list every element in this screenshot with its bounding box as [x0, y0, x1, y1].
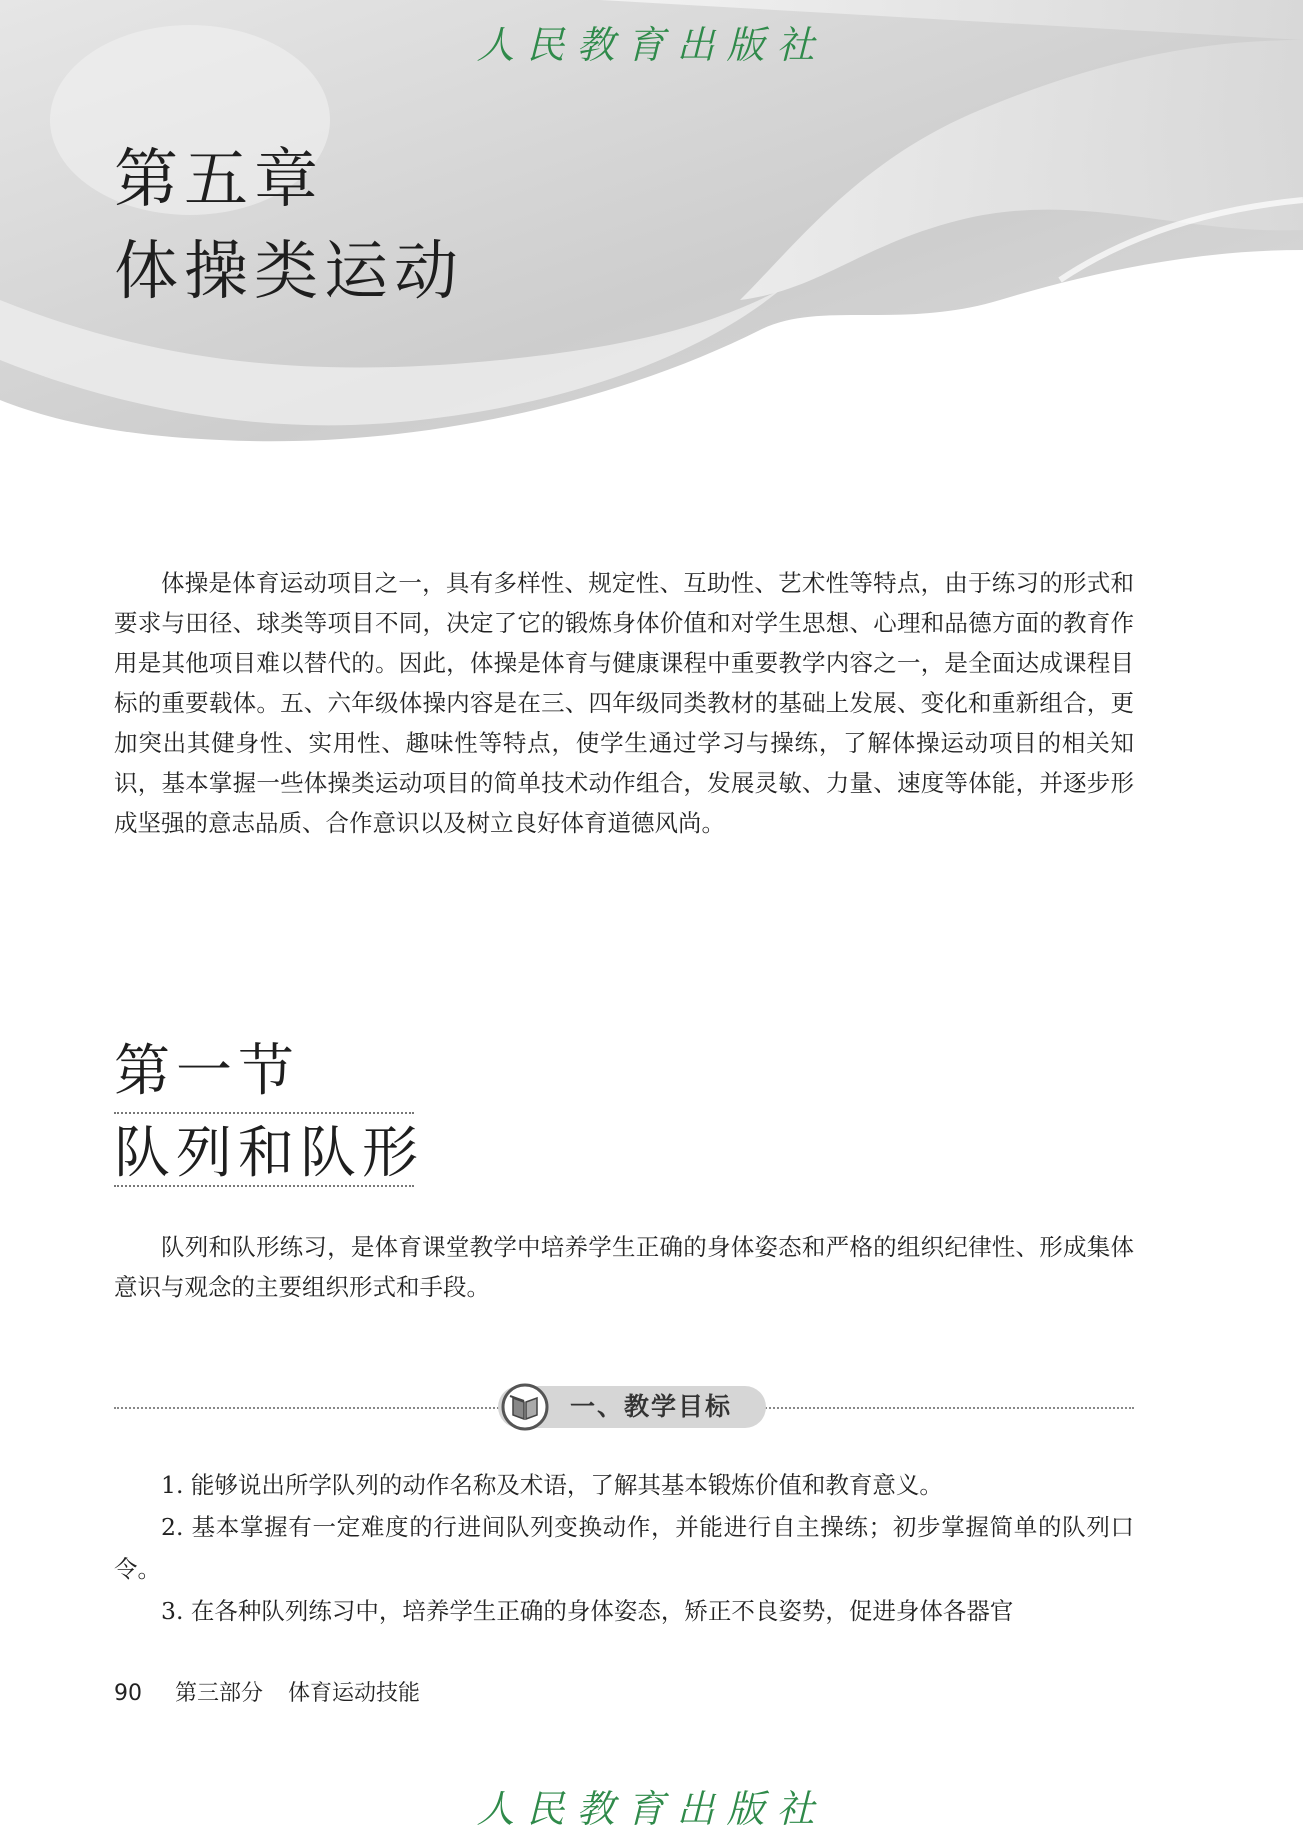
footer-part: 第三部分: [175, 1681, 264, 1706]
page-number: 90: [114, 1681, 142, 1706]
objectives-list: [114, 1464, 1134, 1632]
publisher-logo-bottom: 人民教育出版社: [476, 1787, 827, 1831]
objective-item: 1. 能够说出所学队列的动作名称及术语，了解其基本锻炼价值和教育意义。: [161, 1471, 943, 1499]
section-name: 队列和队形: [114, 1121, 424, 1186]
footer-part-title: 体育运动技能: [288, 1681, 421, 1706]
publisher-logo-top: 人民教育出版社: [476, 23, 827, 67]
header-wave-decoration: [0, 0, 1303, 460]
book-icon: [500, 1382, 552, 1432]
page-footer: [114, 1676, 420, 1707]
chapter-intro-text: 体操是体育运动项目之一，具有多样性、规定性、互助性、艺术性等特点，由于练习的形式和要求与田径、球类等项目不同，决定了它的锻炼身体价值和对学生思想、心理和品德方面的教育作用是其他项目难以替代的。因此，体操是体育与健康课程中重要教学内容之一，是全面达成课程目标的重要载体。五、六年级体操内容是在三、四年级同类教材的基础上发展、变化和重新组合，更加突出其健身性、实用性、趣味性等特点，使学生通过学习与操练，了解体操运动项目的相关知识，基本掌握一些体操类运动项目的简单技术动作组合，发展灵敏、力量、速度等体能，并逐步形成坚强的意志品质、合作意识以及树立良好体育道德风尚。: [114, 569, 1134, 837]
objective-item: 3. 在各种队列练习中，培养学生正确的身体姿态，矫正不良姿势，促进身体各器官: [161, 1597, 1014, 1625]
objective-item: 2. 基本掌握有一定难度的行进间队列变换动作，并能进行自主操练；初步掌握简单的队列口令。: [114, 1513, 1134, 1583]
chapter-intro: [114, 563, 1134, 843]
objectives-title: 一、教学目标: [570, 1392, 733, 1421]
chapter-name: 体操类运动: [114, 235, 464, 309]
chapter-label: 第五章: [114, 143, 324, 217]
section-intro: [114, 1227, 1134, 1307]
section-intro-text: 队列和队形练习，是体育课堂教学中培养学生正确的身体姿态和严格的组织纪律性、形成集体意识与观念的主要组织形式和手段。: [114, 1233, 1134, 1301]
section-divider: [114, 1185, 414, 1187]
section-divider: [114, 1112, 414, 1114]
section-label: 第一节: [114, 1039, 300, 1104]
